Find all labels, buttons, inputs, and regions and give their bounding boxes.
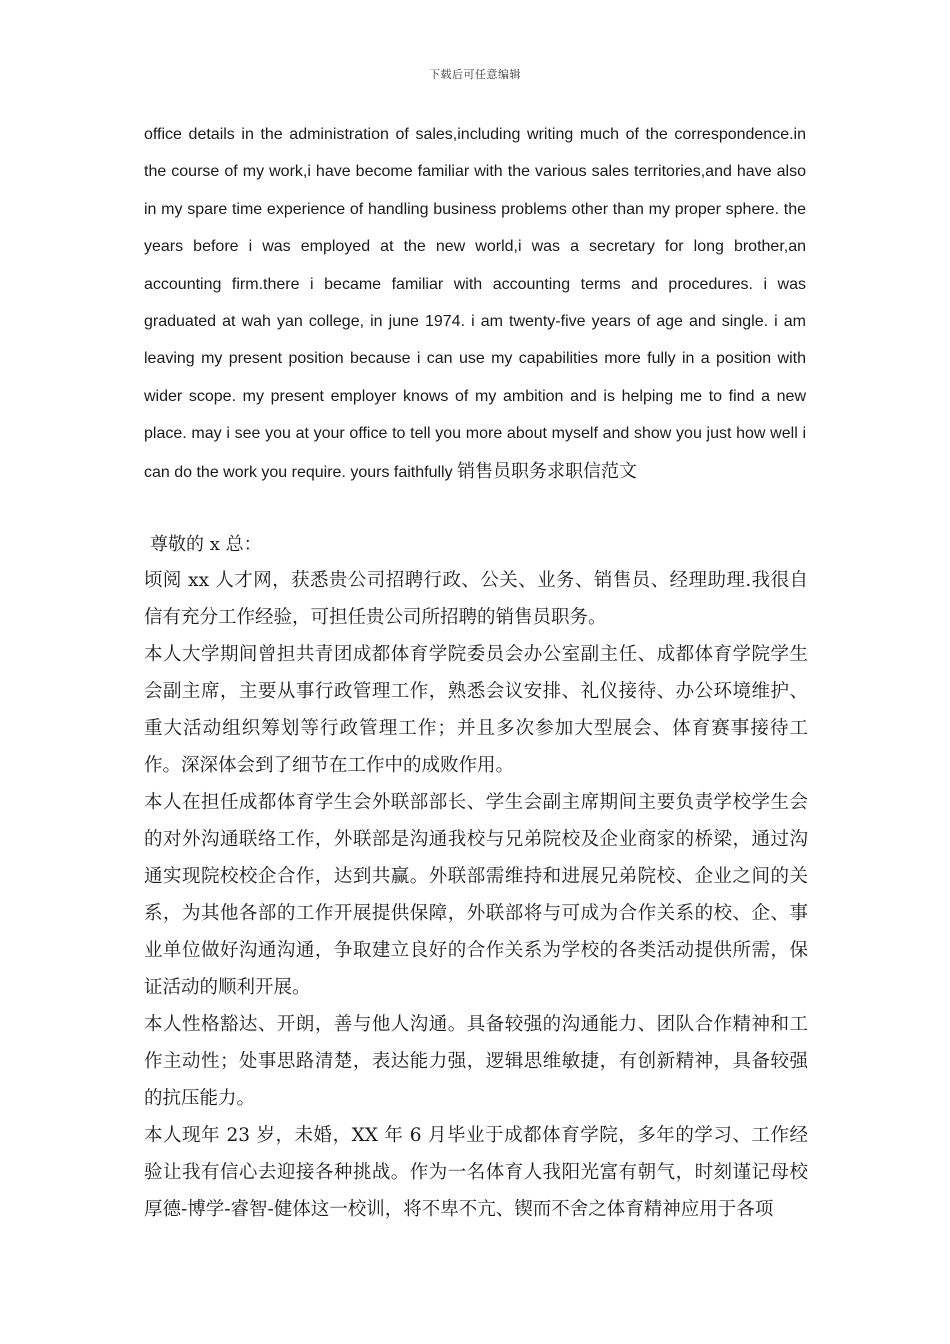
section-title-inline: 销售员职务求职信范文	[457, 460, 638, 482]
english-letter-text: office details in the administration of sales,including writing much of the correspondence.in the course of my work,i have become familiar with the various sales territories,and have also in my spare time experience of handling business problems other than my proper sphere. the years before i was employed at the new world,i was a secretary for long brother,an accounting firm.there i became familiar with accounting terms and procedures. i was graduated at wah yan college, in june 1974. i am twenty-five years of age and single. i am leaving my present position because i can use my capabilities more fully in a position with wider scope. my present employer knows of my ambition and is helping me to find a new place. may i see you at your office to tell you more about myself and show you just how well i can do the work you require. yours faithfully	[144, 126, 806, 481]
letter-paragraph-4: 本人性格豁达、开朗，善与他人沟通。具备较强的沟通能力、团队合作精神和工作主动性；处事思路清楚，表达能力强，逻辑思维敏捷，有创新精神，具备较强的抗压能力。	[144, 1014, 808, 1109]
letter-paragraph-2: 本人大学期间曾担共青团成都体育学院委员会办公室副主任、成都体育学院学生会副主席，主要从事行政管理工作，熟悉会议安排、礼仪接待、办公环境维护、重大活动组织筹划等行政管理工作；并且多次参加大型展会、体育赛事接待工作。深深体会到了细节在工作中的成败作用。	[144, 644, 808, 776]
letter-body-chinese	[144, 562, 808, 1228]
english-letter-body	[144, 116, 806, 491]
letter-paragraph-3: 本人在担任成都体育学生会外联部部长、学生会副主席期间主要负责学校学生会的对外沟通联络工作，外联部是沟通我校与兄弟院校及企业商家的桥梁，通过沟通实现院校校企合作，达到共赢。外联部需维持和进展兄弟院校、企业之间的关系，为其他各部的工作开展提供保障，外联部将与可成为合作关系的校、企、事业单位做好沟通沟通，争取建立良好的合作关系为学校的各类活动提供所需，保证活动的顺利开展。	[144, 792, 808, 998]
page-header-note: 下载后可任意编辑	[429, 68, 521, 81]
letter-paragraph-5: 本人现年 23 岁，未婚，XX 年 6 月毕业于成都体育学院，多年的学习、工作经验让我有信心去迎接各种挑战。作为一名体育人我阳光富有朝气，时刻谨记母校厚德-博学-睿智-健体这一校训，将不卑不亢、锲而不舍之体育精神应用于各项	[144, 1125, 808, 1220]
letter-paragraph-1: 顷阅 xx 人才网，获悉贵公司招聘行政、公关、业务、销售员、经理助理.我很自信有充分工作经验，可担任贵公司所招聘的销售员职务。	[144, 570, 808, 628]
letter-greeting: 尊敬的 x 总：	[150, 534, 262, 555]
